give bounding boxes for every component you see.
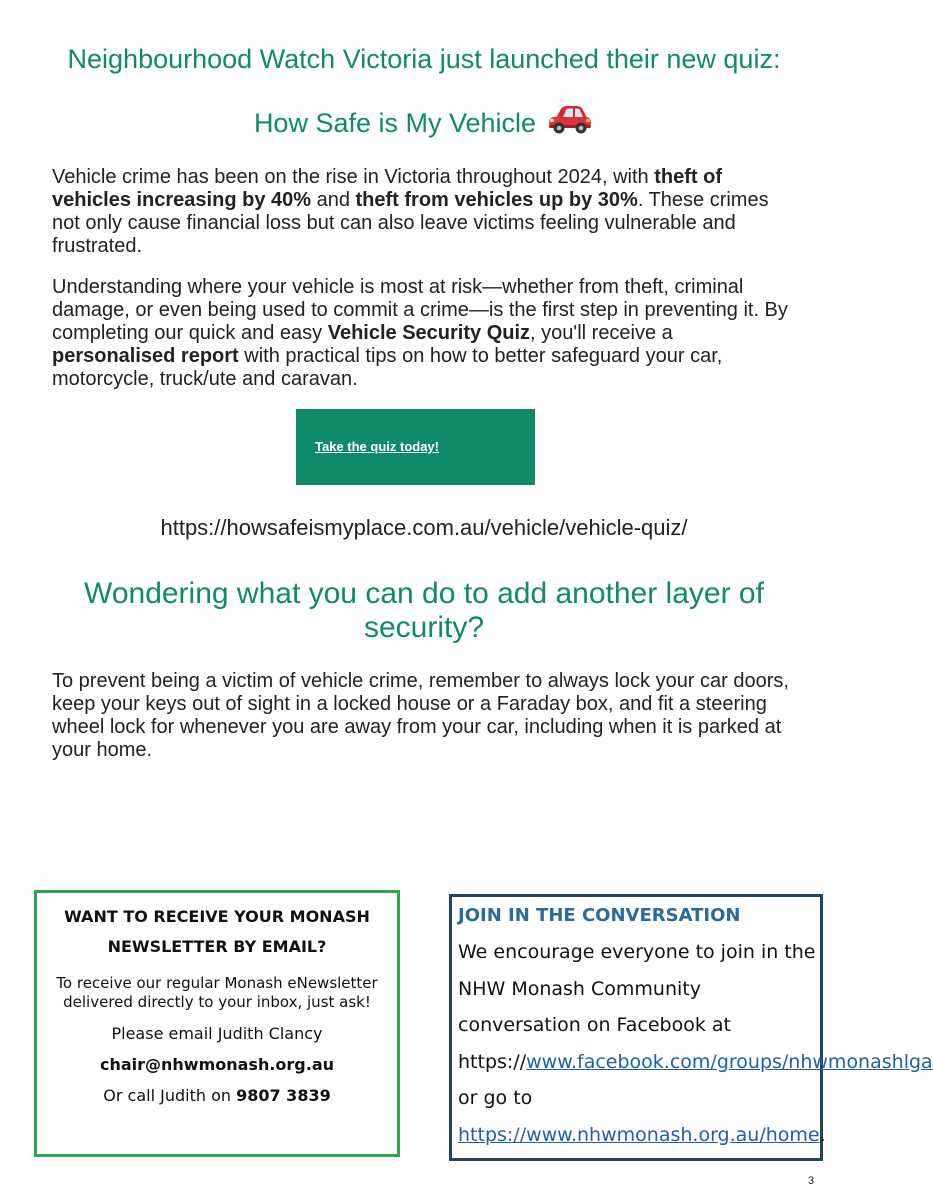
p1-text-c: and (311, 189, 356, 211)
take-quiz-button[interactable] (296, 409, 535, 485)
p1-text-a: Vehicle crime has been on the rise in Victoria throughout 2024, with (52, 166, 655, 188)
newsletter-email-prompt: Please email Judith Clancy (111, 1024, 323, 1043)
intro-paragraph-2 (52, 276, 797, 391)
p2-report-name: personalised report (52, 345, 239, 367)
join-text (458, 934, 933, 1153)
newsletter-call-prefix: Or call Judith on (103, 1086, 237, 1105)
page-number: 3 (808, 1175, 815, 1187)
p2-text-c: , you'll receive a (530, 322, 673, 344)
newsletter-text: To receive our regular Monash eNewsletter delivered directly to your inbox, just ask! (56, 974, 378, 1011)
subheadline-text: How Safe is My Vehicle (253, 108, 537, 138)
facebook-group-link[interactable]: www.facebook.com/groups/nhwmonashlga (526, 1050, 933, 1073)
newsletter-phone: 9807 3839 (236, 1086, 331, 1105)
security-paragraph: To prevent being a victim of vehicle crime, remember to always lock your car doors, keep your keys out of sight in a locked house or a Faraday box, and fit a steering wheel lock for whenever you are away from your car, including when it is parked at your home. (52, 670, 789, 761)
headline: Neighbourhood Watch Victoria just launched their new quiz: (67, 44, 781, 74)
p1-highlight-theft-of: theft of vehicles increasing by 40% (52, 166, 722, 211)
newsletter-box (34, 890, 400, 1157)
join-title: JOIN IN THE CONVERSATION (458, 905, 741, 926)
newsletter-email: chair@nhwmonash.org.au (99, 1055, 335, 1074)
intro-paragraph-1 (52, 166, 797, 258)
join-text-b: or go to (458, 1087, 533, 1109)
p2-text-a: Understanding where your vehicle is most at risk—whether from theft, criminal damage, or even being used to commit a crime—is the first step in preventing it. By completing our quick and easy (52, 276, 788, 344)
newsletter-phone-line (37, 1086, 397, 1105)
p1-highlight-theft-from: theft from vehicles up by 30% (355, 189, 638, 211)
join-text-a: We encourage everyone to join in the NHW Monash Community conversation on Facebook at https:// (458, 941, 816, 1073)
take-quiz-label[interactable]: Take the quiz today! (315, 439, 439, 454)
subheadline (0, 104, 848, 143)
quiz-url: https://howsafeismyplace.com.au/vehicle/vehicle-quiz/ (160, 515, 688, 540)
newsletter-title: WANT TO RECEIVE YOUR MONASH NEWSLETTER BY EMAIL? (64, 907, 370, 956)
join-text-c: . (819, 1123, 826, 1146)
p2-text-e: with practical tips on how to better safeguard your car, motorcycle, truck/ute and caravan. (52, 345, 723, 390)
security-heading: Wondering what you can do to add another layer of security? (84, 577, 764, 644)
join-conversation-box (449, 894, 933, 1161)
p1-text-e: . These crimes not only cause financial loss but can also leave victims feeling vulnerable and frustrated. (52, 189, 769, 257)
nhw-monash-site-link[interactable]: https://www.nhwmonash.org.au/home (458, 1123, 820, 1146)
red-car-icon (546, 104, 594, 143)
p2-quiz-name: Vehicle Security Quiz (327, 322, 531, 344)
